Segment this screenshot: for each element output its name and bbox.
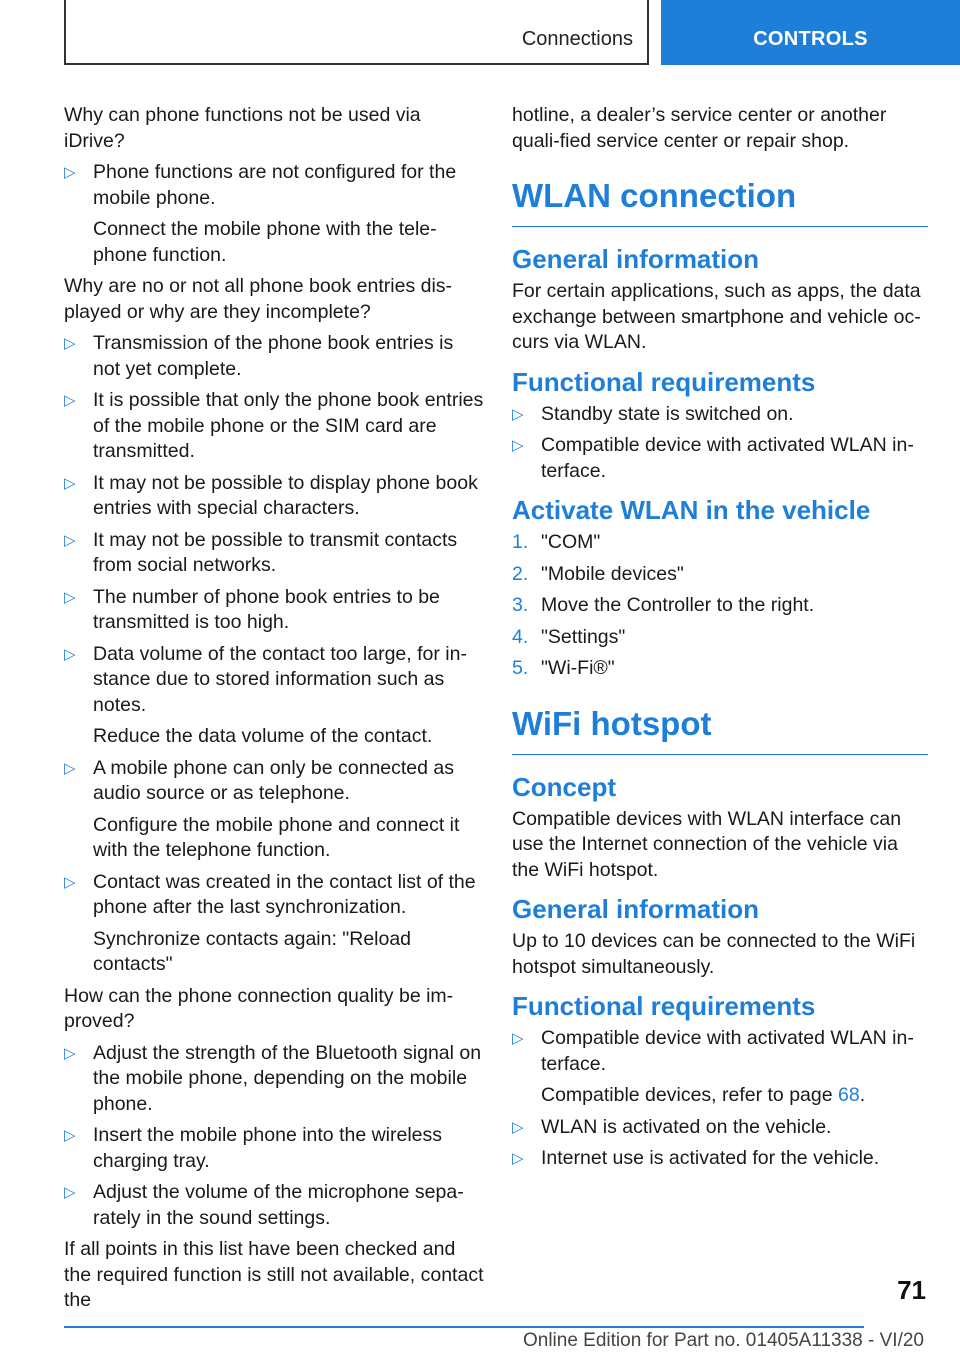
step-text: "Wi-Fi®" xyxy=(541,657,615,679)
step-text: Move the Controller to the right. xyxy=(541,594,815,616)
bullet-text: A mobile phone can only be connected as audio source or as telephone. xyxy=(93,756,455,804)
bullet-triangle-icon: ▷ xyxy=(64,392,76,409)
bullet-text: Insert the mobile phone into the wireless charging tray. xyxy=(93,1124,443,1172)
bullet-item xyxy=(512,433,928,484)
bullet-text: It is possible that only the phone book entries of the mobile phone or the SIM card are transmitted. xyxy=(93,389,484,462)
step-item xyxy=(512,656,928,682)
bullet-item xyxy=(64,528,484,579)
bullet-triangle-icon: ▷ xyxy=(64,759,76,777)
bullet-text: WLAN is activated on the vehicle. xyxy=(541,1115,832,1138)
header-chapter-title: CONTROLS xyxy=(753,28,868,50)
heading-functional-requirements-wifi: Functional requirements xyxy=(512,991,816,1021)
bullet-item xyxy=(512,402,928,428)
page-ref-link[interactable]: 68 xyxy=(838,1084,860,1106)
heading-wifi-hotspot: WiFi hotspot xyxy=(512,704,928,755)
bullet-triangle-icon: ▷ xyxy=(64,474,76,492)
bullet-item xyxy=(64,756,484,807)
wifi-general-text: Up to 10 devices can be connected to the WiFi hotspot simultaneously. xyxy=(512,930,916,978)
bullet-text: Adjust the volume of the microphone sepa-rately in the sound settings. xyxy=(93,1181,464,1229)
bullet-text: Phone functions are not configured for the mobile phone. xyxy=(93,161,457,209)
bullet-text: Standby state is switched on. xyxy=(541,402,794,425)
bullet-text: Compatible device with activated WLAN in-terface. xyxy=(541,434,914,482)
question-2: Why are no or not all phone book entries dis-played or why are they incomplete? xyxy=(64,275,453,323)
header-chapter-tab[interactable] xyxy=(661,0,960,65)
bullet-item xyxy=(64,471,484,522)
bullet-text: Internet use is activated for the vehicle. xyxy=(541,1147,880,1169)
bullet-item xyxy=(64,870,484,921)
bullet-triangle-icon: ▷ xyxy=(64,531,76,549)
bullet-triangle-icon: ▷ xyxy=(512,1118,524,1136)
bullet-triangle-icon: ▷ xyxy=(512,1030,524,1047)
bullet-item xyxy=(512,1026,928,1077)
question-3: How can the phone connection quality be im-proved? xyxy=(64,984,454,1032)
concept-text: Compatible devices with WLAN interface can use the Internet connection of the vehicle via the WiFi hotspot. xyxy=(512,807,902,881)
step-number: 1. xyxy=(512,531,529,553)
bullet-item xyxy=(64,642,484,719)
bullet-text: It may not be possible to transmit contacts from social networks. xyxy=(93,528,458,576)
bullet-triangle-icon: ▷ xyxy=(512,1150,524,1167)
step-text: "COM" xyxy=(541,531,601,553)
bullet-item xyxy=(64,1123,484,1174)
bullet-subtext: Reduce the data volume of the contact. xyxy=(93,725,433,747)
closing-paragraph-continued: hotline, a dealer’s service center or another quali-fied service center or repair shop. xyxy=(512,104,887,152)
bullet-item xyxy=(64,1041,484,1118)
bullet-triangle-icon: ▷ xyxy=(512,437,524,454)
header-section-title: Connections xyxy=(521,28,633,50)
footer-divider xyxy=(64,1326,864,1328)
page-ref-period: . xyxy=(859,1084,866,1106)
step-number: 5. xyxy=(512,657,529,679)
bullet-triangle-icon: ▷ xyxy=(64,1127,76,1144)
right-column xyxy=(512,103,928,1178)
footer-edition: Online Edition for Part no. 01405A11338 - VI/20 xyxy=(522,1330,924,1351)
bullet-triangle-icon: ▷ xyxy=(64,588,76,606)
bullet-item xyxy=(512,1146,928,1172)
heading-general-information-wifi: General information xyxy=(512,894,760,924)
bullet-text: It may not be possible to display phone book entries with special characters. xyxy=(93,471,478,519)
heading-functional-requirements: Functional requirements xyxy=(512,366,816,397)
bullet-triangle-icon: ▷ xyxy=(64,1044,76,1062)
bullet-item xyxy=(64,160,484,211)
bullet-subtext xyxy=(512,1083,928,1109)
step-item xyxy=(512,593,928,619)
step-number: 2. xyxy=(512,562,529,585)
bullet-text: Adjust the strength of the Bluetooth signal on the mobile phone, depending on the mobile phone. xyxy=(93,1041,482,1115)
bullet-subtext: Configure the mobile phone and connect it with the telephone function. xyxy=(93,813,460,861)
heading-general-information: General information xyxy=(512,244,760,274)
step-number: 3. xyxy=(512,594,529,616)
bullet-triangle-icon: ▷ xyxy=(64,645,76,663)
bullet-item xyxy=(64,331,484,382)
bullet-triangle-icon: ▷ xyxy=(64,873,76,891)
step-item xyxy=(512,562,928,588)
bullet-subtext: Synchronize contacts again: "Reload contacts" xyxy=(93,927,412,975)
page-number: 71 xyxy=(897,1275,926,1305)
bullet-triangle-icon: ▷ xyxy=(64,1184,76,1201)
wlan-general-text: For certain applications, such as apps, the data exchange between smartphone and vehicle oc-curs via WLAN. xyxy=(512,280,921,353)
bullet-item xyxy=(512,1115,928,1141)
bullet-triangle-icon: ▷ xyxy=(512,405,524,423)
bullet-text: Data volume of the contact too large, for in-stance due to stored information such as notes. xyxy=(93,642,467,716)
step-item xyxy=(512,625,928,651)
heading-activate-wlan: Activate WLAN in the vehicle xyxy=(512,495,871,525)
closing-paragraph: If all points in this list have been checked and the required function is still not available, contact the xyxy=(64,1238,484,1311)
step-text: "Settings" xyxy=(541,625,626,648)
left-column xyxy=(64,103,484,1320)
bullet-text: The number of phone book entries to be transmitted is too high. xyxy=(93,585,440,633)
bullet-item xyxy=(64,1180,484,1231)
bullet-subtext: Connect the mobile phone with the tele-phone function. xyxy=(93,218,437,266)
bullet-triangle-icon: ▷ xyxy=(64,335,76,352)
page-ref-text: Compatible devices, refer to page xyxy=(541,1084,833,1106)
bullet-item xyxy=(64,388,484,465)
heading-wlan-connection: WLAN connection xyxy=(512,176,928,227)
heading-concept: Concept xyxy=(512,771,616,802)
bullet-triangle-icon: ▷ xyxy=(64,164,76,181)
step-text: "Mobile devices" xyxy=(541,562,684,585)
bullet-text: Compatible device with activated WLAN in-terface. xyxy=(541,1027,914,1075)
header-section-box xyxy=(64,0,649,65)
bullet-item xyxy=(64,585,484,636)
bullet-text: Contact was created in the contact list of the phone after the last synchronization. xyxy=(93,870,476,918)
question-1: Why can phone functions not be used via iDrive? xyxy=(64,104,421,152)
step-number: 4. xyxy=(512,625,529,648)
bullet-text: Transmission of the phone book entries is not yet complete. xyxy=(93,332,454,380)
step-item xyxy=(512,530,928,556)
